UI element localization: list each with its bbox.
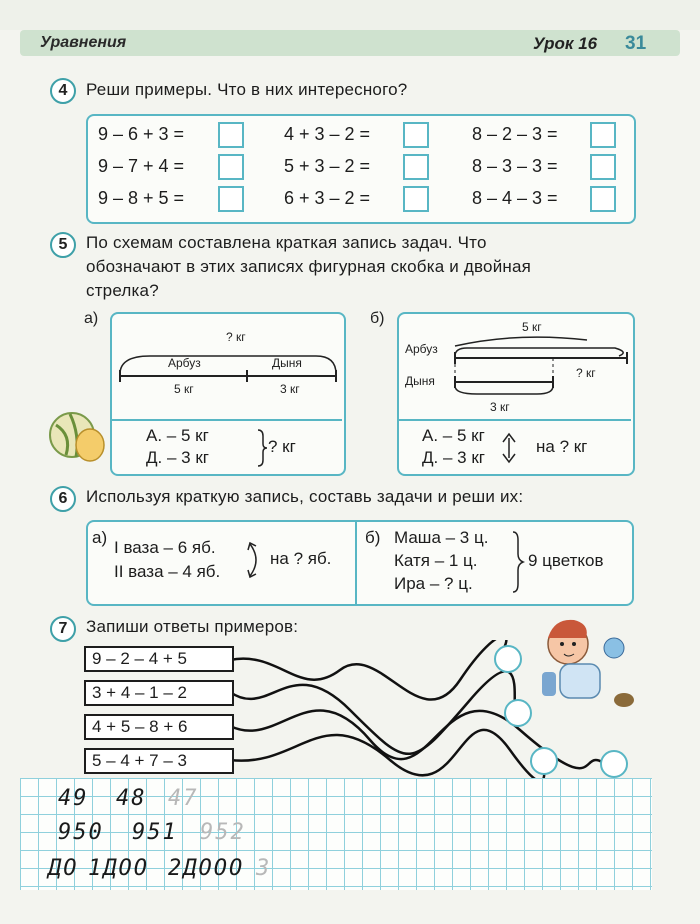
scheme-a-part2-value: 3 кг bbox=[280, 382, 300, 396]
scheme-b-name2: Дыня bbox=[405, 374, 435, 388]
task-6-instruction: Используя краткую запись, составь задачи и реши их: bbox=[86, 487, 524, 506]
scheme-a-record-question: ? кг bbox=[268, 437, 296, 456]
task-6b-line: Маша – 3 ц. bbox=[394, 528, 489, 547]
task-6a-label: а) bbox=[92, 528, 108, 547]
task-7-instruction: Запиши ответы примеров: bbox=[86, 617, 299, 636]
scheme-a-record-line: А. – 5 кг bbox=[146, 426, 209, 445]
page-number: 31 bbox=[625, 33, 647, 54]
task-6b-line: Ира – ? ц. bbox=[394, 574, 473, 593]
lesson-label: Урок 16 bbox=[533, 34, 598, 53]
task-5-instruction-line: обозначают в этих записях фигурная скобка и двойная bbox=[86, 257, 532, 276]
answer-box[interactable] bbox=[590, 122, 616, 148]
answer-box[interactable] bbox=[590, 154, 616, 180]
answer-circle[interactable] bbox=[504, 699, 532, 727]
answer-box[interactable] bbox=[218, 154, 244, 180]
scheme-b-diff: ? кг bbox=[576, 366, 596, 380]
example: 9 – 6 + 3 = bbox=[98, 124, 185, 144]
task-6a-arrow bbox=[246, 540, 268, 580]
handwritten-sequence: 1ДОО bbox=[88, 856, 149, 881]
example: 5 + 3 – 2 = bbox=[284, 156, 371, 176]
scheme-a-part1-name: Арбуз bbox=[168, 356, 201, 370]
example: 8 – 3 – 3 = bbox=[472, 156, 558, 176]
handwritten-number: 951 bbox=[132, 820, 178, 845]
chain-example: 4 + 5 – 8 + 6 bbox=[84, 714, 234, 740]
example: 9 – 7 + 4 = bbox=[98, 156, 185, 176]
task-6a-question: на ? яб. bbox=[270, 549, 332, 568]
task-5-number: 5 bbox=[50, 232, 76, 258]
scheme-a-record-line: Д. – 3 кг bbox=[146, 448, 209, 467]
example: 9 – 8 + 5 = bbox=[98, 188, 185, 208]
handwritten-number: 950 bbox=[58, 820, 104, 845]
task-6b-brace bbox=[510, 530, 526, 594]
task-4-instruction: Реши примеры. Что в них интересного? bbox=[86, 80, 408, 99]
task-6a-line: II ваза – 4 яб. bbox=[114, 562, 221, 581]
task-6b-total: 9 цветков bbox=[528, 551, 604, 570]
task-6b-label: б) bbox=[365, 528, 381, 547]
task-5-instruction-line: По схемам составлена краткая запись задач. Что bbox=[86, 233, 487, 252]
answer-box[interactable] bbox=[218, 122, 244, 148]
scheme-b-record-line: Д. – 3 кг bbox=[422, 448, 485, 467]
example: 6 + 3 – 2 = bbox=[284, 188, 371, 208]
handwritten-number: 47 bbox=[168, 786, 199, 811]
handwritten-number: 48 bbox=[116, 786, 147, 811]
scheme-b-label: б) bbox=[370, 310, 385, 327]
scheme-b-name1: Арбуз bbox=[405, 342, 438, 356]
task-5-instruction-line: стрелка? bbox=[86, 281, 159, 300]
scheme-a-total: ? кг bbox=[226, 330, 246, 344]
top-band bbox=[0, 0, 700, 30]
handwritten-number: 952 bbox=[200, 820, 246, 845]
handwritten-number: 49 bbox=[58, 786, 89, 811]
answer-box[interactable] bbox=[590, 186, 616, 212]
scheme-b-record-line: А. – 5 кг bbox=[422, 426, 485, 445]
chain-example: 3 + 4 – 1 – 2 bbox=[84, 680, 234, 706]
task-6-divider bbox=[355, 522, 357, 604]
task-6-number: 6 bbox=[50, 486, 76, 512]
example: 8 – 4 – 3 = bbox=[472, 188, 558, 208]
task-4-number: 4 bbox=[50, 78, 76, 104]
answer-circle[interactable] bbox=[530, 747, 558, 775]
scheme-b-bottom-value: 3 кг bbox=[490, 400, 510, 414]
task-7-number: 7 bbox=[50, 616, 76, 642]
scheme-a-part2-name: Дыня bbox=[272, 356, 302, 370]
scheme-a-part1-value: 5 кг bbox=[174, 382, 194, 396]
section-title: Уравнения bbox=[40, 34, 127, 51]
scheme-a-label: а) bbox=[84, 310, 99, 327]
example: 8 – 2 – 3 = bbox=[472, 124, 558, 144]
chain-example: 9 – 2 – 4 + 5 bbox=[84, 646, 234, 672]
handwritten-sequence: ДО bbox=[48, 856, 79, 881]
scheme-b-top-value: 5 кг bbox=[522, 320, 542, 334]
handwritten-sequence: 3 bbox=[256, 856, 272, 881]
handwritten-sequence: 2ДООО bbox=[168, 856, 245, 881]
answer-box[interactable] bbox=[403, 122, 429, 148]
answer-circle[interactable] bbox=[600, 750, 628, 778]
scheme-b-record-question: на ? кг bbox=[536, 437, 588, 456]
answer-box[interactable] bbox=[403, 186, 429, 212]
melon-illustration bbox=[46, 405, 108, 467]
example: 4 + 3 – 2 = bbox=[284, 124, 371, 144]
chain-example: 5 – 4 + 7 – 3 bbox=[84, 748, 234, 774]
task-6a-line: I ваза – 6 яб. bbox=[114, 538, 216, 557]
answer-box[interactable] bbox=[403, 154, 429, 180]
boy-illustration bbox=[530, 608, 640, 718]
answer-circle[interactable] bbox=[494, 645, 522, 673]
answer-box[interactable] bbox=[218, 186, 244, 212]
task-6b-line: Катя – 1 ц. bbox=[394, 551, 478, 570]
